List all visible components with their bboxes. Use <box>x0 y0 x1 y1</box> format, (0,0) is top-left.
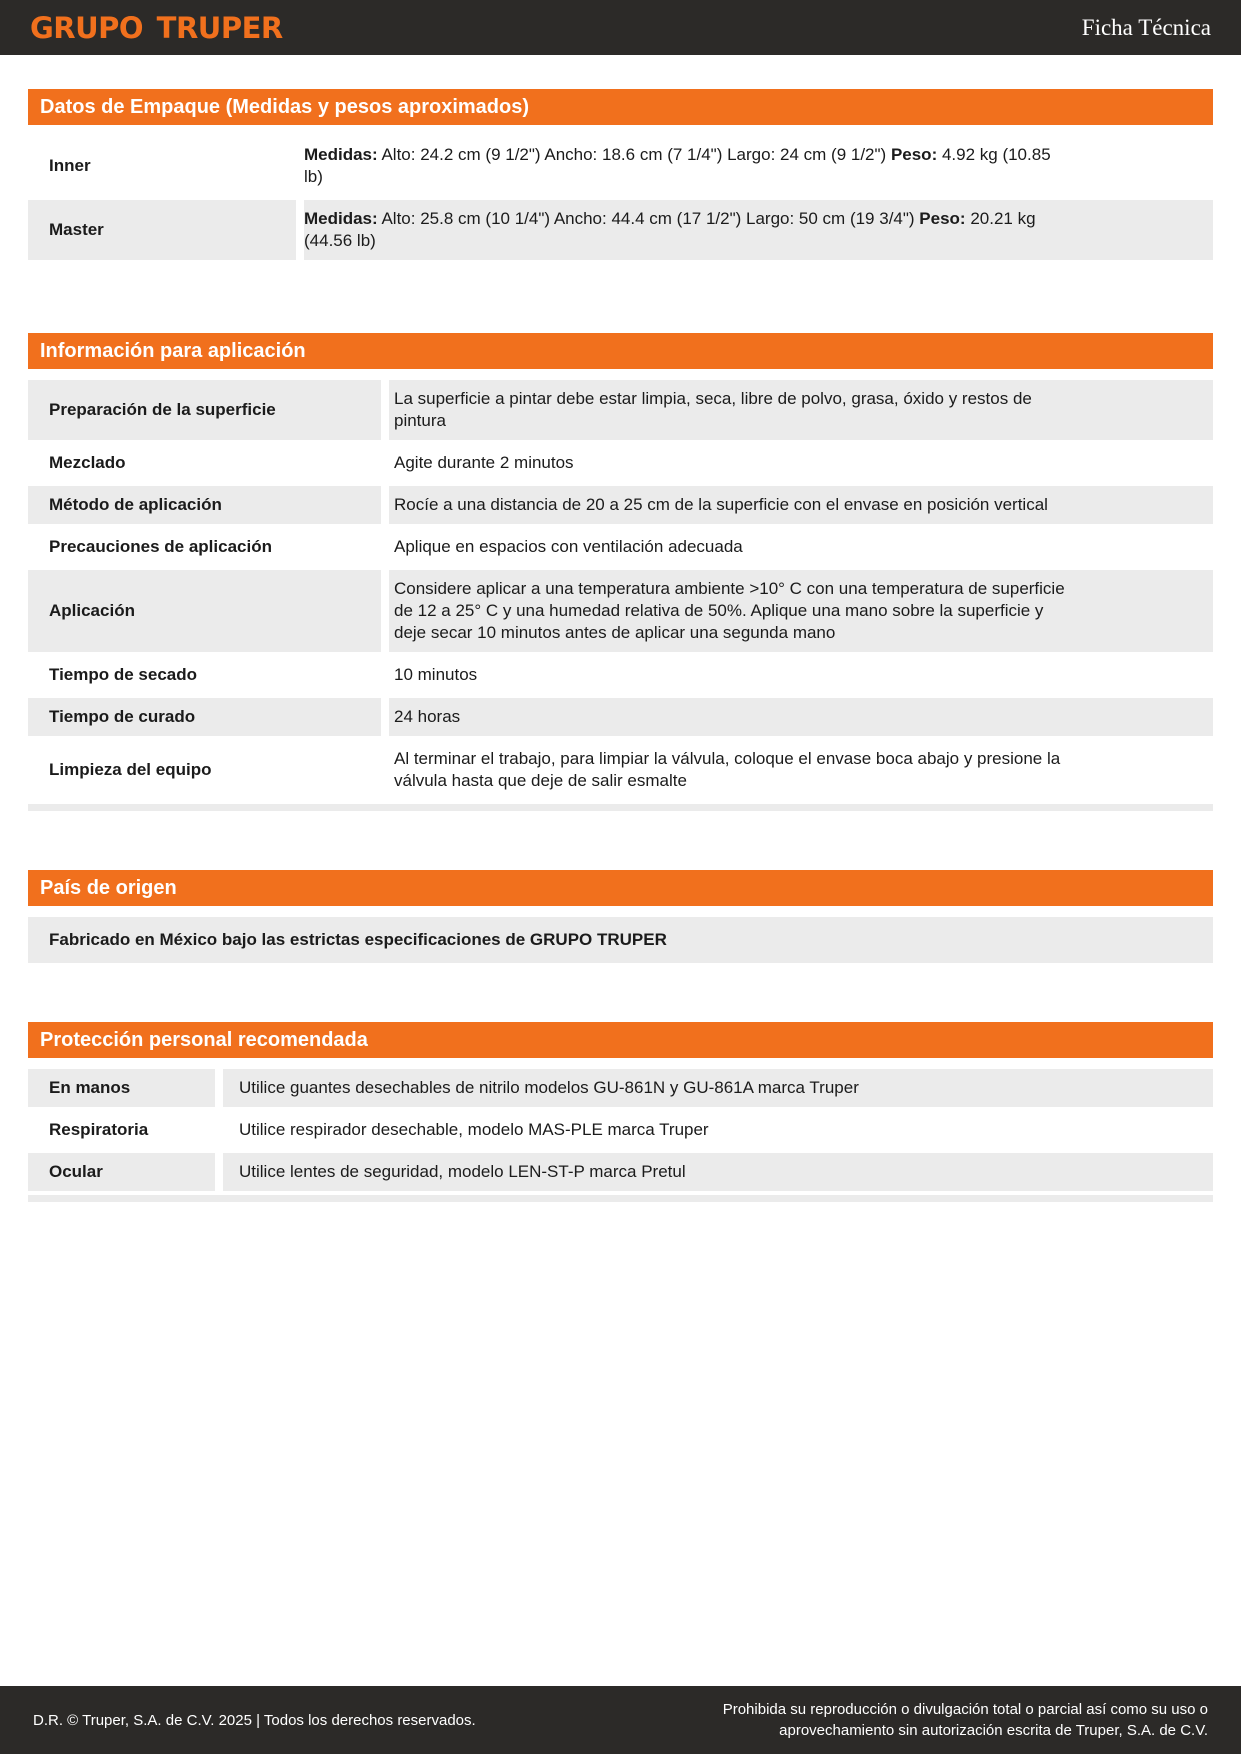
origin-statement: Fabricado en México bajo las estrictas especificaciones de GRUPO TRUPER <box>28 917 1213 963</box>
legal-notice-text: Prohibida su reproducción o divulgación total o parcial así como su uso o aprovechamiento sin autorización escrita de Truper, S.A. de C.V. <box>722 1701 1208 1739</box>
row-label: Inner <box>49 156 91 175</box>
column-gap <box>215 1153 223 1191</box>
row-label: Respiratoria <box>49 1120 149 1139</box>
section-application <box>28 333 1213 811</box>
table-row-precautions <box>28 528 1213 566</box>
row-label: Aplicación <box>28 570 381 652</box>
column-gap <box>381 698 389 736</box>
row-label: Preparación de la superficie <box>28 380 381 440</box>
column-gap <box>381 444 389 482</box>
row-value: Utilice respirador desechable, modelo MAS-PLE marca Truper <box>239 1120 709 1139</box>
table-row-inner <box>28 136 1213 196</box>
section-title-origin: País de origen <box>28 870 1213 906</box>
column-gap <box>381 486 389 524</box>
table-row-application <box>28 570 1213 652</box>
packaging-table <box>28 136 1213 260</box>
row-value: Medidas: Alto: 25.8 cm (10 1/4") Ancho: 44.4 cm (17 1/2") Largo: 50 cm (19 3/4") Peso: 20.21 kg (44.56 lb) <box>304 209 1036 250</box>
column-gap <box>215 1111 223 1149</box>
row-value: Utilice lentes de seguridad, modelo LEN-ST-P marca Pretul <box>239 1162 686 1181</box>
row-value: Al terminar el trabajo, para limpiar la válvula, coloque el envase boca abajo y presione la válvula hasta que deje de salir esmalte <box>394 749 1061 790</box>
row-value: 24 horas <box>394 707 461 726</box>
row-value: Utilice guantes desechables de nitrilo modelos GU-861N y GU-861A marca Truper <box>239 1078 859 1097</box>
table-row-equipment-cleaning <box>28 740 1213 800</box>
row-value: Aplique en espacios con ventilación adecuada <box>394 537 743 556</box>
row-label: Precauciones de aplicación <box>49 537 272 556</box>
table-row-surface-prep <box>28 380 1213 440</box>
grupo-truper-logo: GRUPO TRUPER <box>30 10 283 45</box>
top-header-bar <box>0 0 1241 55</box>
column-gap <box>381 570 389 652</box>
application-table <box>28 380 1213 811</box>
row-label: En manos <box>28 1069 215 1107</box>
table-end-strip <box>28 804 1213 811</box>
column-gap <box>381 380 389 440</box>
page-footer <box>0 1686 1241 1754</box>
table-row-respiratory <box>28 1111 1213 1149</box>
table-row-master <box>28 200 1213 260</box>
row-value: 10 minutos <box>394 665 478 684</box>
row-label: Método de aplicación <box>28 486 381 524</box>
table-row-application-method <box>28 486 1213 524</box>
row-value: Agite durante 2 minutos <box>394 453 574 472</box>
protection-table <box>28 1069 1213 1202</box>
table-end-strip <box>28 1195 1213 1202</box>
row-label: Ocular <box>28 1153 215 1191</box>
table-row-drying-time <box>28 656 1213 694</box>
section-packaging <box>28 89 1213 260</box>
column-gap <box>215 1069 223 1107</box>
section-title-packaging: Datos de Empaque (Medidas y pesos aproximados) <box>28 89 1213 125</box>
section-origin <box>28 870 1213 963</box>
row-label: Tiempo de curado <box>28 698 381 736</box>
row-value: Rocíe a una distancia de 20 a 25 cm de la superficie con el envase en posición vertical <box>394 495 1048 514</box>
row-value: Considere aplicar a una temperatura ambiente >10° C con una temperatura de superficie de 12 a 25° C y una humedad relativa de 50%. Aplique una mano sobre la superficie y deje secar 10 minutos antes de aplicar una segunda mano <box>394 579 1065 642</box>
section-protection <box>28 1022 1213 1202</box>
table-row-curing-time <box>28 698 1213 736</box>
table-row-ocular <box>28 1153 1213 1191</box>
table-row-mixing <box>28 444 1213 482</box>
column-gap <box>381 528 389 566</box>
column-gap <box>296 136 304 196</box>
table-row-hands <box>28 1069 1213 1107</box>
row-value: La superficie a pintar debe estar limpia, seca, libre de polvo, grasa, óxido y restos de pintura <box>394 389 1032 430</box>
column-gap <box>296 200 304 260</box>
row-label: Mezclado <box>49 453 126 472</box>
document-type-label: Ficha Técnica <box>1081 14 1211 40</box>
row-value: Medidas: Alto: 24.2 cm (9 1/2") Ancho: 18.6 cm (7 1/4") Largo: 24 cm (9 1/2") Peso: 4.92 kg (10.85 lb) <box>304 145 1051 186</box>
row-label: Master <box>28 200 296 260</box>
copyright-text: D.R. © Truper, S.A. de C.V. 2025 | Todos los derechos reservados. <box>33 1711 476 1729</box>
column-gap <box>381 656 389 694</box>
section-title-protection: Protección personal recomendada <box>28 1022 1213 1058</box>
column-gap <box>381 740 389 800</box>
document-body <box>0 89 1241 1202</box>
section-title-application: Información para aplicación <box>28 333 1213 369</box>
row-label: Limpieza del equipo <box>49 760 212 779</box>
row-label: Tiempo de secado <box>49 665 198 684</box>
